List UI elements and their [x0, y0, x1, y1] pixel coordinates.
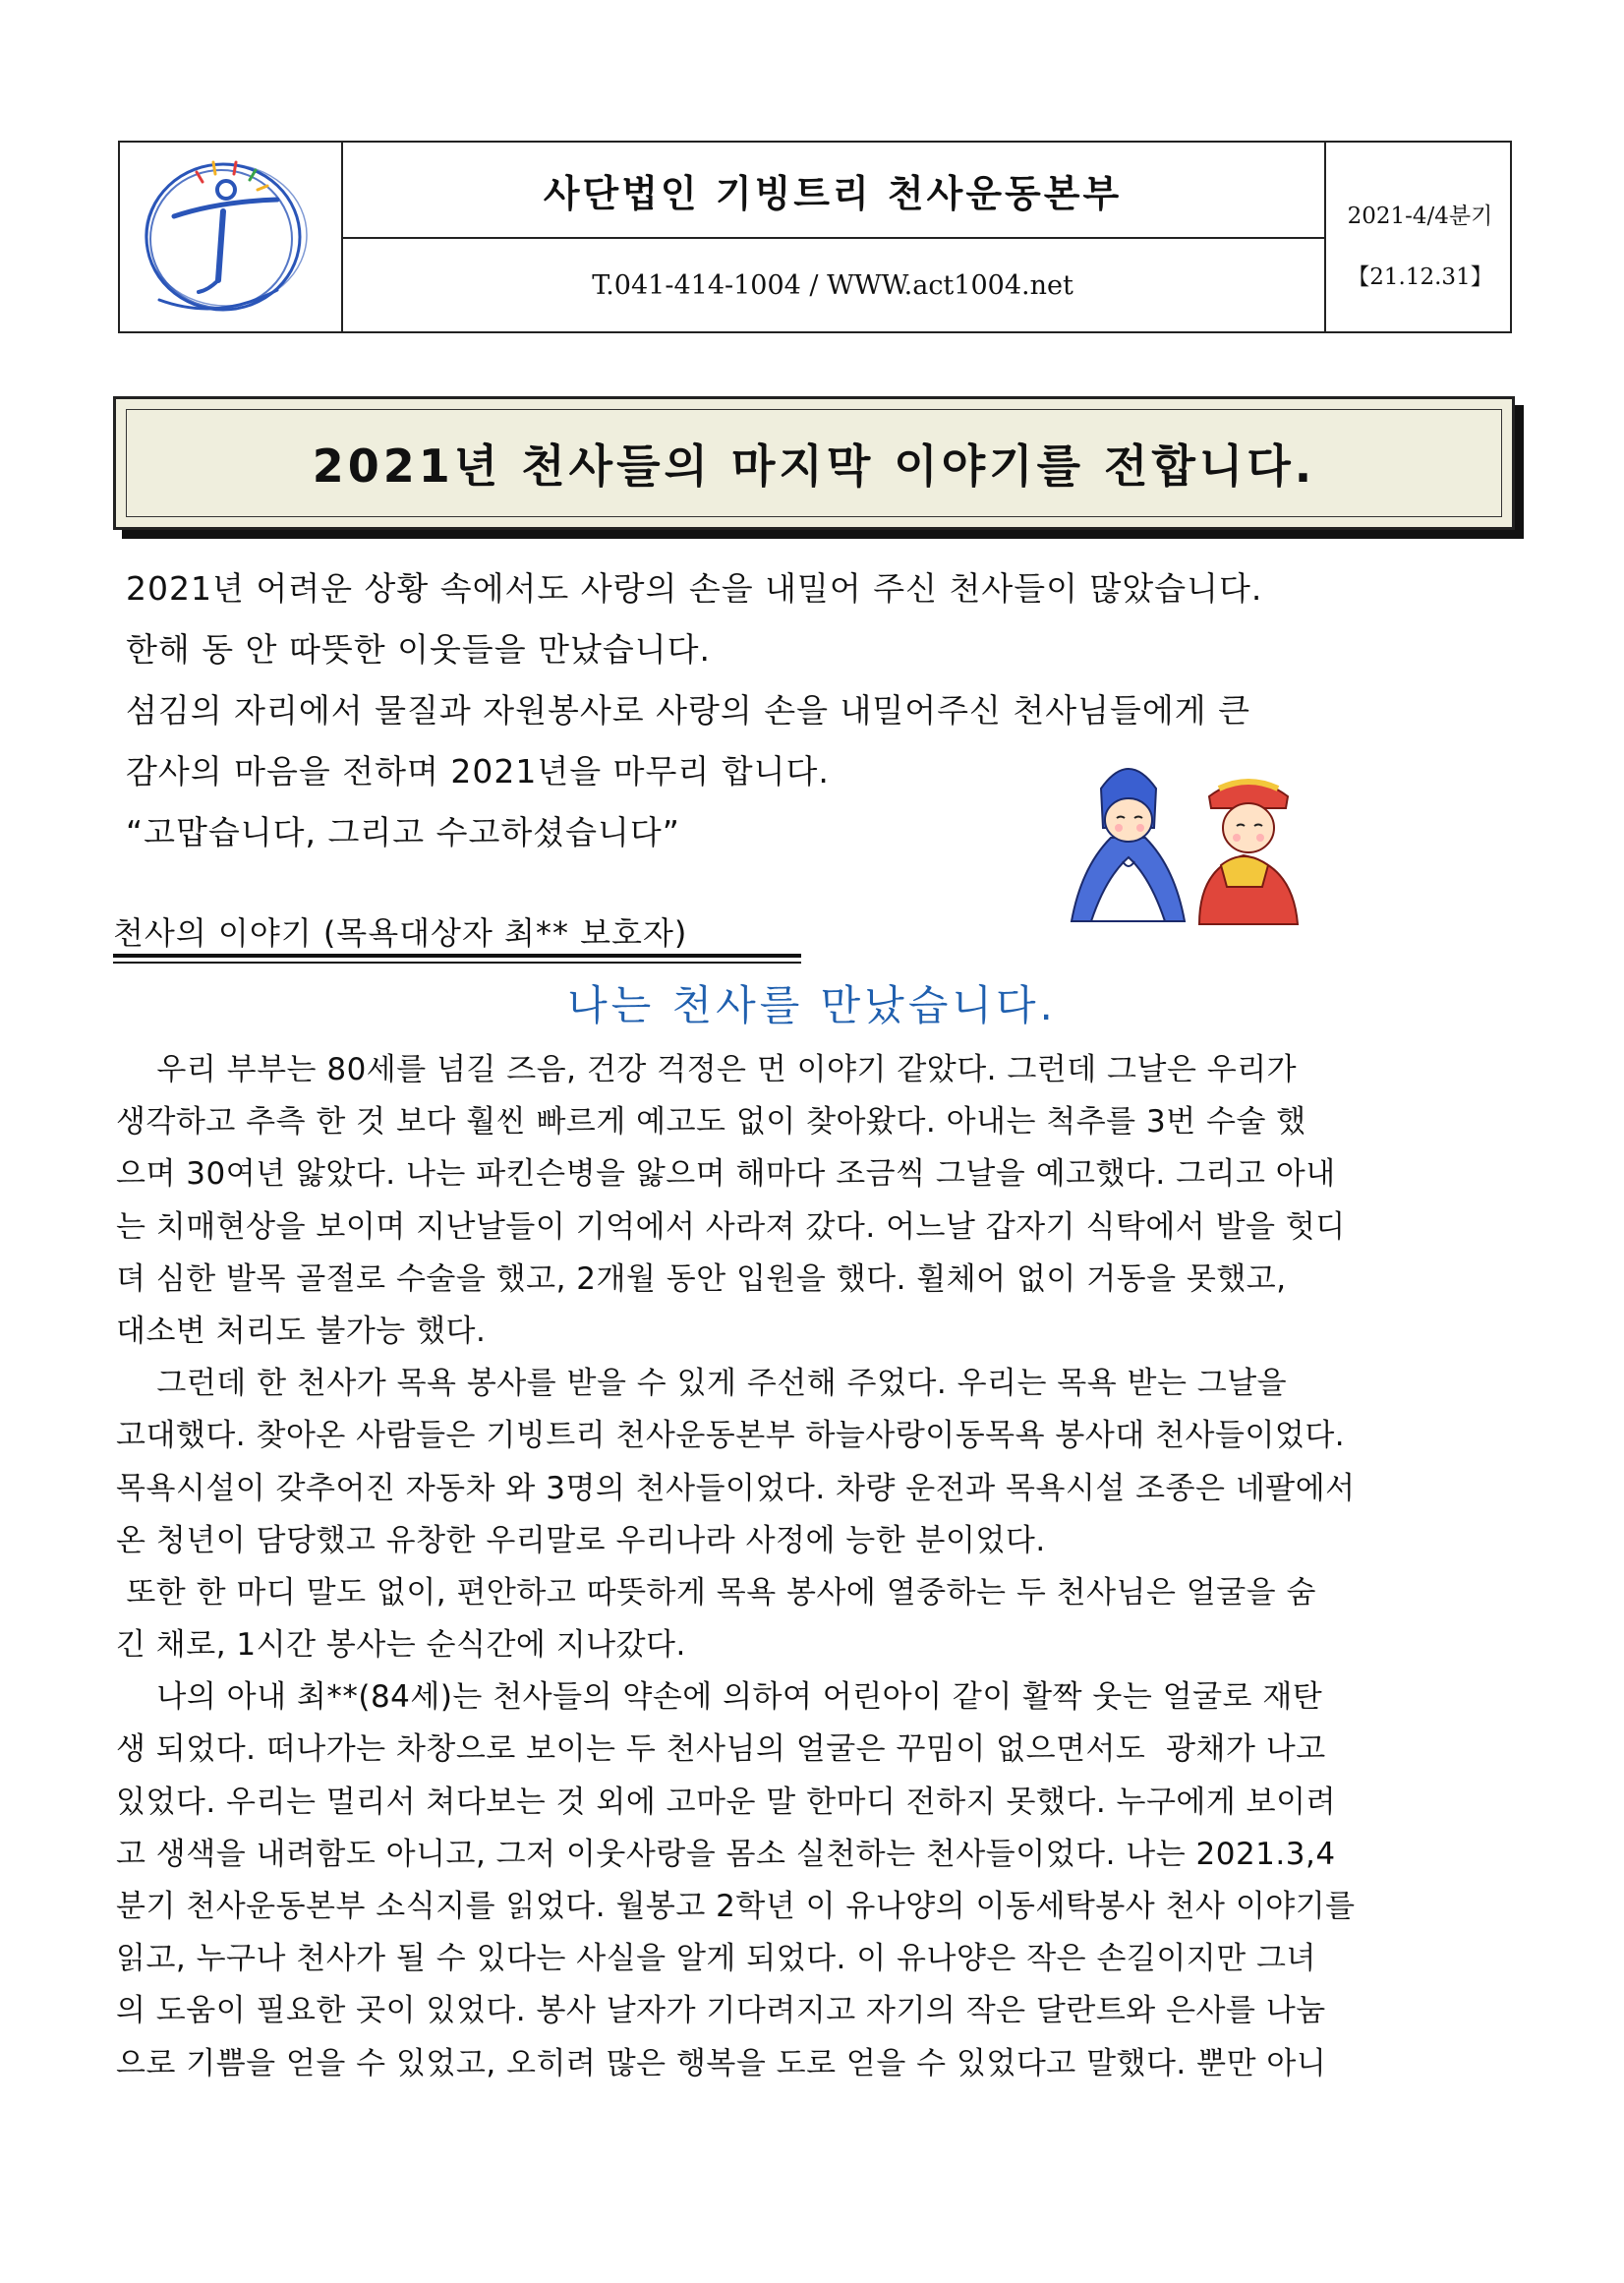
body-line: 대소변 처리도 불가능 했다.: [116, 1313, 487, 1349]
body-line: 는 치매현상을 보이며 지난날들이 기억에서 사라져 갔다. 어느날 갑자기 식탁에서 발을 헛디: [116, 1208, 1346, 1245]
logo-cell: [120, 143, 343, 331]
headline: 2021년 천사들의 마지막 이야기를 전합니다.: [312, 439, 1316, 493]
body-line: 고대했다. 찾아온 사람들은 기빙트리 천사운동본부 하늘사랑이동목욕 봉사대 천사들이었다.: [116, 1418, 1346, 1454]
section-heading: 천사의 이야기 (목욕대상자 최** 보호자): [113, 914, 688, 952]
body-line: 생각하고 추측 한 것 보다 훨씬 빠르게 예고도 없이 찾아왔다. 아내는 척추를 3번 수술 했: [116, 1104, 1306, 1141]
issue-number: 2021-4/4분기: [1347, 204, 1493, 229]
body-line: 의 도움이 필요한 곳이 있었다. 봉사 날자가 기다려지고 자기의 작은 달란트와 은사를 나눔: [116, 1993, 1326, 2029]
body-line: 그런데 한 천사가 목욕 봉사를 받을 수 있게 주선해 주었다. 우리는 목욕 받는 그날을: [116, 1366, 1288, 1402]
intro-line: “고맙습니다, 그리고 수고하셨습니다”: [126, 813, 680, 851]
body-line: 고 생색을 내려함도 아니고, 그저 이웃사랑을 몸소 실천하는 천사들이었다. 나는 2021.3,4: [116, 1836, 1336, 1872]
intro-line: 섬김의 자리에서 물질과 자원봉사로 사랑의 손을 내밀어주신 천사님들에게 큰: [126, 691, 1251, 730]
section-underline-thin: [113, 962, 801, 964]
body-line: 분기 천사운동본부 소식지를 읽었다. 월봉고 2학년 이 유나양의 이동세탁봉사 천사 이야기를: [116, 1889, 1356, 1924]
story-title: 나는 천사를 만났습니다.: [567, 981, 1057, 1029]
issue-date: 【21.12.31】: [1347, 264, 1493, 290]
body-line: 으로 기쁨을 얻을 수 있었고, 오히려 많은 행복을 도로 얻을 수 있었다고 말했다. 뿐만 아니: [116, 2045, 1327, 2081]
issue-cell: [1324, 143, 1514, 331]
organization-name: 사단법인 기빙트리 천사운동본부: [341, 143, 1324, 239]
angel-circle-logo-icon: [120, 143, 341, 331]
hanbok-bowing-couple-icon: [1052, 749, 1347, 926]
story-body: [116, 1044, 1553, 2090]
header-center: [341, 143, 1324, 331]
section-underline: [113, 954, 801, 958]
body-line: 뎌 심한 발목 골절로 수술을 했고, 2개월 동안 입원을 했다. 휠체어 없이 거동을 못했고,: [116, 1260, 1287, 1297]
body-line: 목욕시설이 갖추어진 자동차 와 3명의 천사들이었다. 차량 운전과 목욕시설 조종은 네팔에서: [116, 1470, 1356, 1506]
body-line: 으며 30여년 앓았다. 나는 파킨슨병을 앓으며 해마다 조금씩 그날을 예고했다. 그리고 아내: [116, 1156, 1336, 1193]
body-line: 나의 아내 최**(84세)는 천사들의 약손에 의하여 어린아이 같이 활짝 웃는 얼굴로 재탄: [116, 1679, 1323, 1716]
headline-box: [113, 396, 1515, 530]
body-line: 생 되었다. 떠나가는 차창으로 보이는 두 천사님의 얼굴은 꾸밈이 없으면서도 광채가 나고: [116, 1731, 1326, 1768]
body-line: 우리 부부는 80세를 넘길 즈음, 건강 걱정은 먼 이야기 같았다. 그런데 그날은 우리가: [116, 1052, 1298, 1087]
intro-line: 2021년 어려운 상황 속에서도 사랑의 손을 내밀어 주신 천사들이 많았습니다.: [126, 569, 1263, 608]
contact-info: T.041-414-1004 / WWW.act1004.net: [592, 269, 1073, 301]
body-line: 긴 채로, 1시간 봉사는 순식간에 지나갔다.: [116, 1627, 686, 1664]
body-line: 온 청년이 담당했고 유창한 우리말로 우리나라 사정에 능한 분이었다.: [116, 1522, 1046, 1558]
body-line: 읽고, 누구나 천사가 될 수 있다는 사실을 알게 되었다. 이 유나양은 작은 손길이지만 그녀: [116, 1941, 1316, 1977]
intro-line: 한해 동 안 따뜻한 이웃들을 만났습니다.: [126, 630, 711, 669]
intro-line: 감사의 마음을 전하며 2021년을 마무리 합니다.: [126, 752, 830, 790]
body-line: 또한 한 마디 말도 없이, 편안하고 따뜻하게 목욕 봉사에 열중하는 두 천사님은 얼굴을 숨: [116, 1574, 1316, 1610]
newsletter-header: [118, 141, 1512, 333]
body-line: 있었다. 우리는 멀리서 쳐다보는 것 외에 고마운 말 한마디 전하지 못했다. 누구에게 보이려: [116, 1784, 1337, 1820]
